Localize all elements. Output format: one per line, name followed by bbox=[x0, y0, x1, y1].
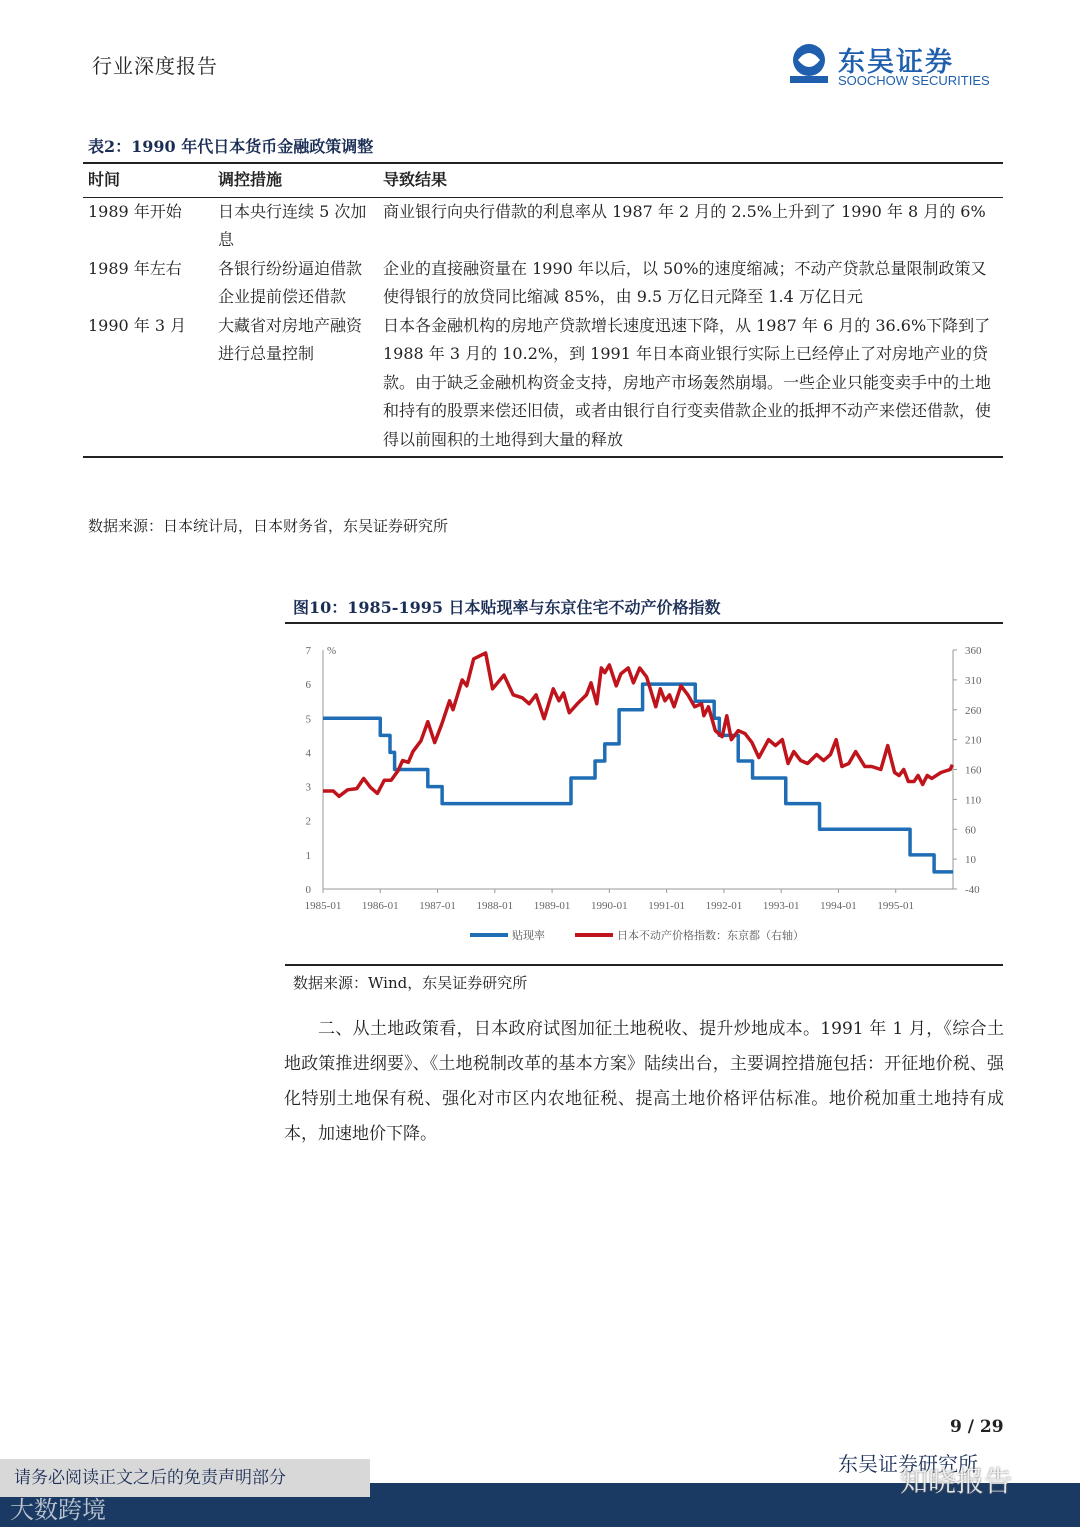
x-tick-label: 1995-01 bbox=[877, 900, 915, 912]
report-type-title: 行业深度报告 bbox=[92, 54, 218, 78]
watermark-right: 知晓报告 bbox=[900, 1465, 1013, 1498]
left-tick-label: 1 bbox=[305, 849, 311, 862]
line-chart bbox=[285, 630, 1003, 960]
column-header-time: 时间 bbox=[83, 163, 213, 197]
soochow-logo bbox=[788, 40, 1003, 90]
left-tick-label: 0 bbox=[305, 884, 311, 896]
tokyo-price-index-line bbox=[323, 653, 952, 796]
x-tick-label: 1985-01 bbox=[304, 900, 342, 912]
watermark-left: 大数跨境 bbox=[10, 1496, 106, 1524]
discount-rate-line bbox=[323, 684, 953, 872]
figure-bottom-rule bbox=[285, 964, 1003, 966]
table-row bbox=[83, 255, 1003, 312]
cell-measure: 各银行纷纷逼迫借款企业提前偿还借款 bbox=[218, 258, 363, 306]
column-header-results: 导致结果 bbox=[378, 163, 1003, 197]
x-tick-label: 1994-01 bbox=[820, 900, 857, 912]
left-tick-label: 2 bbox=[305, 815, 311, 828]
right-tick-label: 210 bbox=[965, 734, 982, 747]
right-tick-label: 110 bbox=[965, 794, 982, 807]
policy-table bbox=[83, 162, 1003, 458]
legend-label: 贴现率 bbox=[512, 929, 545, 942]
left-tick-label: 6 bbox=[305, 679, 311, 692]
legend-label: 日本不动产价格指数：东京都（右轴） bbox=[617, 929, 804, 942]
logo-english-name: SOOCHOW SECURITIES bbox=[838, 73, 990, 88]
cell-result: 企业的直接融资量在 1990 年以后，以 50%的速度缩减；不动产贷款总量限制政策又使得银行的放贷同比缩减 85%，由 9.5 万亿日元降至 1.4 万亿日元 bbox=[383, 258, 987, 306]
right-tick-label: 60 bbox=[965, 824, 976, 837]
table-row bbox=[83, 312, 1003, 458]
x-tick-label: 1988-01 bbox=[476, 900, 514, 912]
body-paragraph: 二、从土地政策看，日本政府试图加征土地税收、提升炒地成本。1991 年 1 月，《综合土地政策推进纲要》、《土地税制改革的基本方案》陆续出台，主要调控措施包括：开征地价税、强化特别土地保有税、强化对市区内农地征税、提高土地价格评估标准。地价税加重土地持有成本，加速地价下降。 bbox=[284, 1019, 1004, 1144]
right-tick-label: 10 bbox=[965, 854, 976, 867]
left-tick-label: 4 bbox=[305, 747, 311, 760]
cell-time: 1989 年开始 bbox=[88, 201, 182, 221]
figure-top-rule bbox=[285, 622, 1003, 624]
left-tick-label: 3 bbox=[305, 781, 311, 794]
left-tick-label: 5 bbox=[305, 713, 311, 726]
left-tick-label: 7 bbox=[305, 645, 311, 657]
right-tick-label: 310 bbox=[965, 674, 982, 687]
right-tick-label: 360 bbox=[965, 645, 982, 657]
figure-caption: 图10：1985-1995 日本贴现率与东京住宅不动产价格指数 bbox=[293, 598, 721, 617]
table-row bbox=[83, 197, 1003, 255]
logo-chinese-name: 东吴证券 bbox=[838, 47, 954, 78]
cell-result: 商业银行向央行借款的利息率从 1987 年 2 月的 2.5%上升到了 1990 年 8 月的 6% bbox=[383, 201, 986, 221]
left-unit-label: % bbox=[327, 645, 337, 657]
figure-source: 数据来源：Wind，东吴证券研究所 bbox=[293, 974, 528, 992]
page-number: 9 / 29 bbox=[950, 1417, 1004, 1437]
x-tick-label: 1990-01 bbox=[591, 900, 628, 912]
logo-mark-icon bbox=[788, 42, 830, 84]
right-tick-label: 160 bbox=[965, 764, 982, 777]
x-tick-label: 1986-01 bbox=[361, 900, 399, 912]
footer-organization: 东吴证券研究所 bbox=[838, 1452, 978, 1476]
cell-result: 日本各金融机构的房地产贷款增长速度迅速下降，从 1987 年 6 月的 36.6%下降到了 1988 年 3 月的 10.2%，到 1991 年日本商业银行实际上已经停止了对房地产业的贷款。由于缺乏金融机构资金支持，房地产市场轰然崩塌。一些企业只能变卖手中的土地和持有的股票来偿还旧债，或者由银行自行变卖借款企业的抵押不动产来偿还借款，使得以前囤积的土地得到大量的释放 bbox=[378, 312, 1003, 458]
right-tick-label: 260 bbox=[965, 704, 982, 717]
x-tick-label: 1991-01 bbox=[648, 900, 685, 912]
table-source: 数据来源：日本统计局，日本财务省，东吴证券研究所 bbox=[88, 517, 449, 535]
x-tick-label: 1989-01 bbox=[533, 900, 571, 912]
table-caption: 表2：1990 年代日本货币金融政策调整 bbox=[88, 137, 374, 156]
disclaimer-note: 请务必阅读正文之后的免责声明部分 bbox=[0, 1459, 370, 1497]
x-tick-label: 1992-01 bbox=[705, 900, 743, 912]
column-header-measures: 调控措施 bbox=[213, 163, 378, 197]
cell-time: 1989 年左右 bbox=[88, 258, 182, 278]
x-tick-label: 1993-01 bbox=[762, 900, 800, 912]
cell-measure: 日本央行连续 5 次加息 bbox=[218, 201, 367, 249]
cell-measure: 大藏省对房地产融资进行总量控制 bbox=[213, 312, 378, 458]
x-tick-label: 1987-01 bbox=[419, 900, 456, 912]
cell-time: 1990 年 3 月 bbox=[83, 312, 213, 458]
right-tick-label: -40 bbox=[965, 884, 980, 896]
